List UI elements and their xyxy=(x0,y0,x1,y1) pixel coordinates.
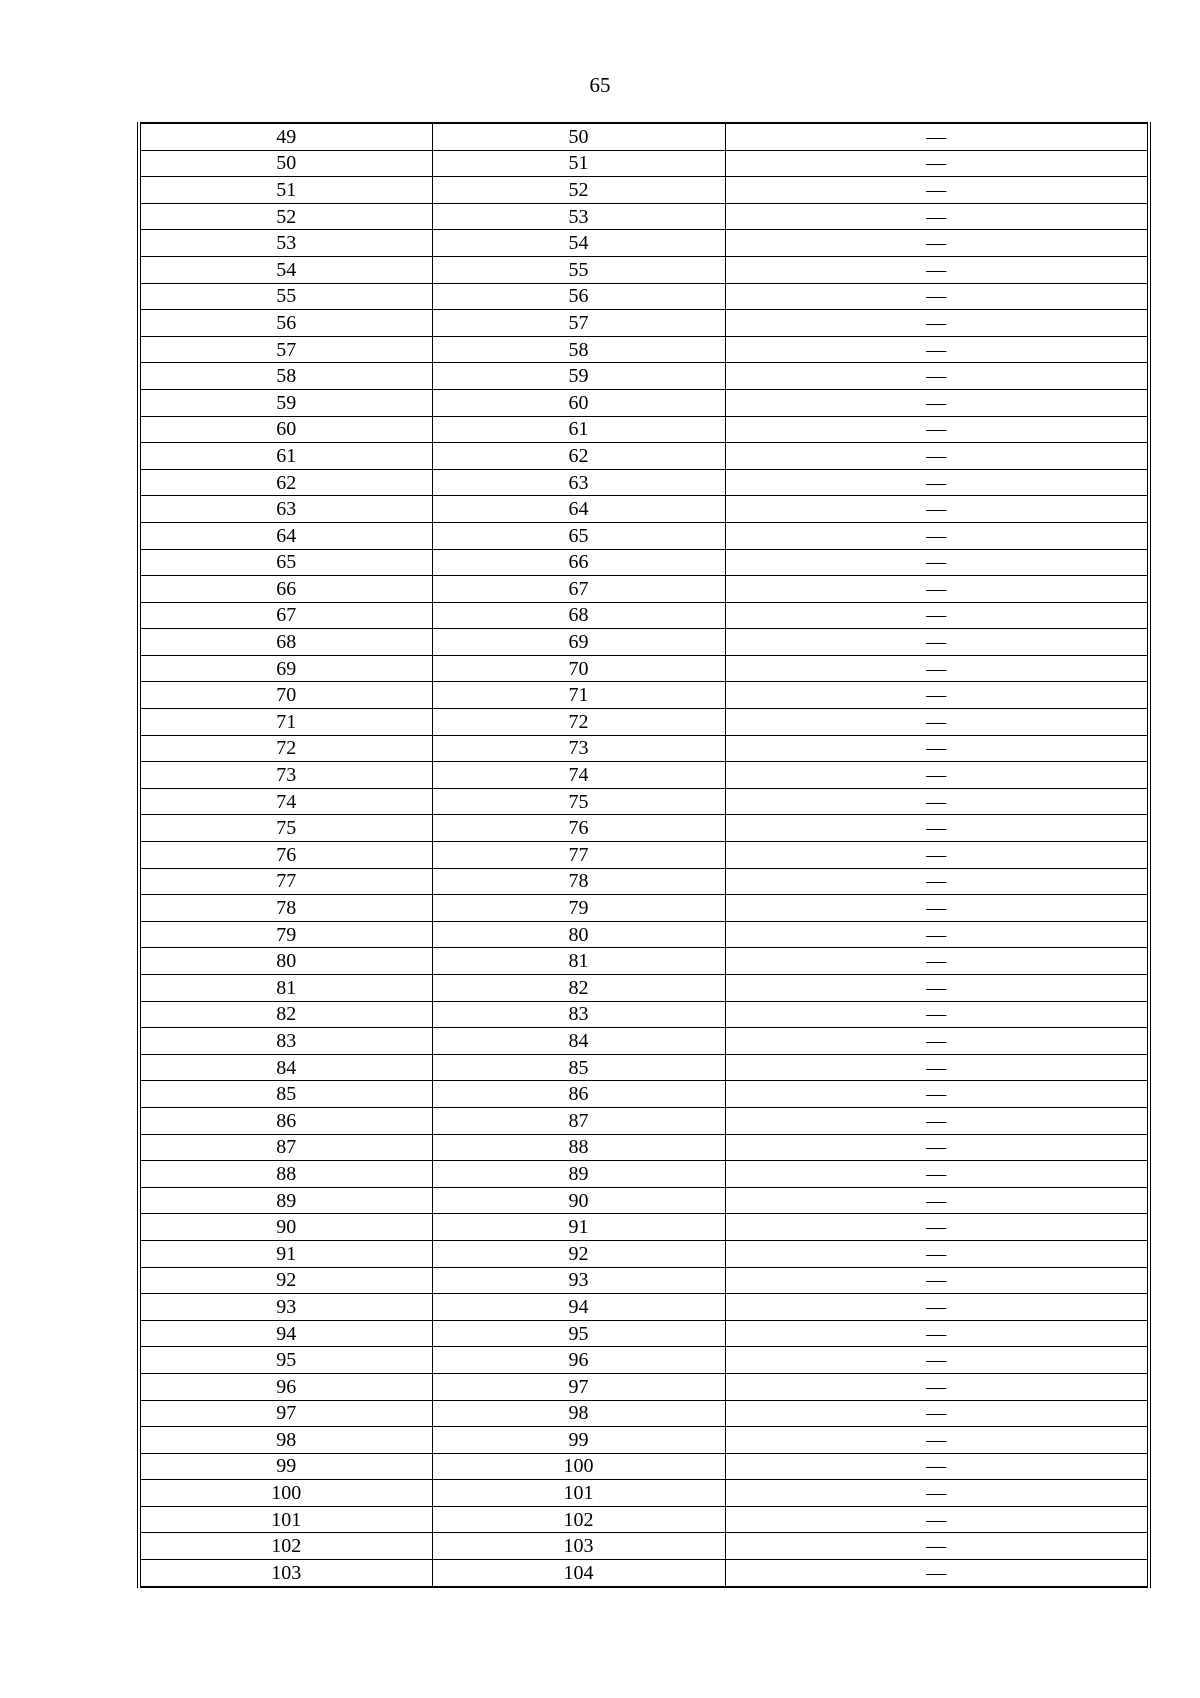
cell-col-1: 100 xyxy=(139,1480,432,1507)
table-row xyxy=(139,1347,1149,1374)
cell-col-1: 79 xyxy=(139,921,432,948)
cell-col-3: — xyxy=(725,921,1149,948)
table-row xyxy=(139,948,1149,975)
cell-col-1: 95 xyxy=(139,1347,432,1374)
cell-col-2: 100 xyxy=(432,1453,725,1480)
cell-col-2: 96 xyxy=(432,1347,725,1374)
cell-col-1: 80 xyxy=(139,948,432,975)
cell-col-2: 95 xyxy=(432,1320,725,1347)
table-row xyxy=(139,1506,1149,1533)
cell-col-3: — xyxy=(725,948,1149,975)
cell-col-2: 104 xyxy=(432,1560,725,1587)
cell-col-1: 89 xyxy=(139,1187,432,1214)
cell-col-2: 84 xyxy=(432,1028,725,1055)
table-row xyxy=(139,443,1149,470)
table-row xyxy=(139,735,1149,762)
cell-col-2: 80 xyxy=(432,921,725,948)
cell-col-1: 68 xyxy=(139,629,432,656)
cell-col-1: 103 xyxy=(139,1560,432,1587)
cell-col-2: 93 xyxy=(432,1267,725,1294)
table-row xyxy=(139,1400,1149,1427)
table-row xyxy=(139,522,1149,549)
table-row xyxy=(139,310,1149,337)
cell-col-1: 53 xyxy=(139,230,432,257)
cell-col-2: 56 xyxy=(432,283,725,310)
cell-col-2: 65 xyxy=(432,522,725,549)
cell-col-3: — xyxy=(725,1028,1149,1055)
cell-col-1: 54 xyxy=(139,256,432,283)
cell-col-3: — xyxy=(725,1134,1149,1161)
cell-col-3: — xyxy=(725,443,1149,470)
cell-col-1: 67 xyxy=(139,602,432,629)
table-row xyxy=(139,842,1149,869)
cell-col-2: 57 xyxy=(432,310,725,337)
table-row xyxy=(139,230,1149,257)
cell-col-2: 78 xyxy=(432,868,725,895)
cell-col-1: 70 xyxy=(139,682,432,709)
cell-col-1: 61 xyxy=(139,443,432,470)
cell-col-3: — xyxy=(725,1533,1149,1560)
cell-col-3: — xyxy=(725,629,1149,656)
cell-col-2: 66 xyxy=(432,549,725,576)
cell-col-1: 85 xyxy=(139,1081,432,1108)
table-row xyxy=(139,389,1149,416)
cell-col-2: 60 xyxy=(432,389,725,416)
cell-col-2: 94 xyxy=(432,1294,725,1321)
table-row xyxy=(139,1054,1149,1081)
cell-col-2: 79 xyxy=(432,895,725,922)
cell-col-3: — xyxy=(725,975,1149,1002)
cell-col-1: 60 xyxy=(139,416,432,443)
cell-col-3: — xyxy=(725,735,1149,762)
table-row xyxy=(139,1480,1149,1507)
cell-col-2: 72 xyxy=(432,709,725,736)
cell-col-3: — xyxy=(725,416,1149,443)
cell-col-2: 98 xyxy=(432,1400,725,1427)
cell-col-2: 82 xyxy=(432,975,725,1002)
cell-col-1: 76 xyxy=(139,842,432,869)
cell-col-1: 63 xyxy=(139,496,432,523)
cell-col-1: 83 xyxy=(139,1028,432,1055)
table-row xyxy=(139,469,1149,496)
cell-col-3: — xyxy=(725,1161,1149,1188)
cell-col-3: — xyxy=(725,1187,1149,1214)
cell-col-1: 96 xyxy=(139,1373,432,1400)
cell-col-1: 81 xyxy=(139,975,432,1002)
cell-col-1: 64 xyxy=(139,522,432,549)
cell-col-2: 76 xyxy=(432,815,725,842)
cell-col-3: — xyxy=(725,522,1149,549)
cell-col-3: — xyxy=(725,469,1149,496)
table-row xyxy=(139,655,1149,682)
table-row xyxy=(139,629,1149,656)
cell-col-1: 55 xyxy=(139,283,432,310)
table-row xyxy=(139,975,1149,1002)
cell-col-3: — xyxy=(725,1081,1149,1108)
cell-col-2: 74 xyxy=(432,762,725,789)
cell-col-3: — xyxy=(725,283,1149,310)
cell-col-3: — xyxy=(725,1294,1149,1321)
cell-col-3: — xyxy=(725,682,1149,709)
table-row xyxy=(139,1240,1149,1267)
cell-col-2: 67 xyxy=(432,576,725,603)
cell-col-1: 59 xyxy=(139,389,432,416)
cell-col-2: 62 xyxy=(432,443,725,470)
cell-col-1: 99 xyxy=(139,1453,432,1480)
cell-col-1: 98 xyxy=(139,1427,432,1454)
cell-col-2: 71 xyxy=(432,682,725,709)
table-row xyxy=(139,123,1149,150)
cell-col-3: — xyxy=(725,336,1149,363)
cell-col-1: 88 xyxy=(139,1161,432,1188)
cell-col-1: 87 xyxy=(139,1134,432,1161)
cell-col-3: — xyxy=(725,150,1149,177)
cell-col-3: — xyxy=(725,1107,1149,1134)
cell-col-3: — xyxy=(725,895,1149,922)
table-row xyxy=(139,1427,1149,1454)
cell-col-1: 90 xyxy=(139,1214,432,1241)
cell-col-1: 72 xyxy=(139,735,432,762)
cell-col-2: 70 xyxy=(432,655,725,682)
cell-col-2: 83 xyxy=(432,1001,725,1028)
cell-col-3: — xyxy=(725,1506,1149,1533)
cell-col-1: 84 xyxy=(139,1054,432,1081)
table-row xyxy=(139,1134,1149,1161)
cell-col-1: 50 xyxy=(139,150,432,177)
cell-col-3: — xyxy=(725,1001,1149,1028)
table-row xyxy=(139,1081,1149,1108)
table-row xyxy=(139,682,1149,709)
cell-col-3: — xyxy=(725,709,1149,736)
cell-col-2: 55 xyxy=(432,256,725,283)
table-row xyxy=(139,363,1149,390)
cell-col-3: — xyxy=(725,1480,1149,1507)
table-row xyxy=(139,788,1149,815)
table-row xyxy=(139,602,1149,629)
cell-col-2: 85 xyxy=(432,1054,725,1081)
cell-col-3: — xyxy=(725,177,1149,204)
table-row xyxy=(139,1028,1149,1055)
cell-col-2: 99 xyxy=(432,1427,725,1454)
cell-col-1: 74 xyxy=(139,788,432,815)
table-row xyxy=(139,868,1149,895)
table-row xyxy=(139,709,1149,736)
cell-col-3: — xyxy=(725,1054,1149,1081)
cell-col-2: 50 xyxy=(432,123,725,150)
cell-col-1: 49 xyxy=(139,123,432,150)
table-row xyxy=(139,895,1149,922)
table-row xyxy=(139,416,1149,443)
table-row xyxy=(139,762,1149,789)
cell-col-2: 87 xyxy=(432,1107,725,1134)
cell-col-1: 75 xyxy=(139,815,432,842)
cell-col-2: 58 xyxy=(432,336,725,363)
cell-col-3: — xyxy=(725,655,1149,682)
cell-col-3: — xyxy=(725,1267,1149,1294)
cell-col-3: — xyxy=(725,203,1149,230)
cell-col-1: 78 xyxy=(139,895,432,922)
cell-col-3: — xyxy=(725,762,1149,789)
cell-col-1: 56 xyxy=(139,310,432,337)
table-body xyxy=(139,123,1149,1587)
cell-col-2: 64 xyxy=(432,496,725,523)
cell-col-3: — xyxy=(725,1373,1149,1400)
cell-col-2: 53 xyxy=(432,203,725,230)
table-row xyxy=(139,549,1149,576)
cell-col-1: 101 xyxy=(139,1506,432,1533)
table-row xyxy=(139,1373,1149,1400)
cell-col-3: — xyxy=(725,389,1149,416)
data-table xyxy=(137,122,1151,1588)
cell-col-2: 69 xyxy=(432,629,725,656)
table-row xyxy=(139,336,1149,363)
table-row xyxy=(139,150,1149,177)
cell-col-3: — xyxy=(725,1347,1149,1374)
cell-col-1: 93 xyxy=(139,1294,432,1321)
cell-col-1: 86 xyxy=(139,1107,432,1134)
table-row xyxy=(139,256,1149,283)
table-row xyxy=(139,203,1149,230)
table-row xyxy=(139,1214,1149,1241)
cell-col-1: 102 xyxy=(139,1533,432,1560)
cell-col-3: — xyxy=(725,842,1149,869)
cell-col-2: 97 xyxy=(432,1373,725,1400)
cell-col-2: 102 xyxy=(432,1506,725,1533)
cell-col-2: 103 xyxy=(432,1533,725,1560)
page-number: 65 xyxy=(589,73,611,97)
table-row xyxy=(139,815,1149,842)
cell-col-2: 75 xyxy=(432,788,725,815)
cell-col-2: 88 xyxy=(432,1134,725,1161)
table-row xyxy=(139,1533,1149,1560)
cell-col-1: 92 xyxy=(139,1267,432,1294)
cell-col-2: 101 xyxy=(432,1480,725,1507)
cell-col-2: 51 xyxy=(432,150,725,177)
cell-col-3: — xyxy=(725,1400,1149,1427)
cell-col-1: 91 xyxy=(139,1240,432,1267)
cell-col-2: 90 xyxy=(432,1187,725,1214)
cell-col-2: 54 xyxy=(432,230,725,257)
cell-col-1: 69 xyxy=(139,655,432,682)
cell-col-2: 73 xyxy=(432,735,725,762)
cell-col-3: — xyxy=(725,363,1149,390)
cell-col-3: — xyxy=(725,1320,1149,1347)
cell-col-1: 65 xyxy=(139,549,432,576)
cell-col-1: 97 xyxy=(139,1400,432,1427)
cell-col-1: 66 xyxy=(139,576,432,603)
cell-col-2: 81 xyxy=(432,948,725,975)
cell-col-3: — xyxy=(725,123,1149,150)
table-row xyxy=(139,1001,1149,1028)
cell-col-2: 61 xyxy=(432,416,725,443)
cell-col-2: 86 xyxy=(432,1081,725,1108)
table-row xyxy=(139,1560,1149,1587)
cell-col-2: 68 xyxy=(432,602,725,629)
table-row xyxy=(139,283,1149,310)
cell-col-3: — xyxy=(725,1560,1149,1587)
cell-col-1: 52 xyxy=(139,203,432,230)
cell-col-1: 94 xyxy=(139,1320,432,1347)
cell-col-1: 57 xyxy=(139,336,432,363)
cell-col-3: — xyxy=(725,1214,1149,1241)
cell-col-1: 82 xyxy=(139,1001,432,1028)
table-row xyxy=(139,1453,1149,1480)
table-row xyxy=(139,1320,1149,1347)
cell-col-2: 59 xyxy=(432,363,725,390)
cell-col-2: 77 xyxy=(432,842,725,869)
cell-col-2: 89 xyxy=(432,1161,725,1188)
cell-col-2: 52 xyxy=(432,177,725,204)
cell-col-3: — xyxy=(725,549,1149,576)
table-row xyxy=(139,1161,1149,1188)
cell-col-3: — xyxy=(725,868,1149,895)
table-row xyxy=(139,1294,1149,1321)
cell-col-2: 91 xyxy=(432,1214,725,1241)
cell-col-3: — xyxy=(725,576,1149,603)
cell-col-3: — xyxy=(725,1240,1149,1267)
cell-col-3: — xyxy=(725,815,1149,842)
table-row xyxy=(139,1107,1149,1134)
table-row xyxy=(139,576,1149,603)
cell-col-1: 58 xyxy=(139,363,432,390)
cell-col-1: 71 xyxy=(139,709,432,736)
cell-col-3: — xyxy=(725,788,1149,815)
cell-col-2: 92 xyxy=(432,1240,725,1267)
table-row xyxy=(139,921,1149,948)
cell-col-1: 77 xyxy=(139,868,432,895)
table-row xyxy=(139,1187,1149,1214)
cell-col-3: — xyxy=(725,310,1149,337)
cell-col-3: — xyxy=(725,230,1149,257)
cell-col-1: 73 xyxy=(139,762,432,789)
table-row xyxy=(139,496,1149,523)
table-row xyxy=(139,1267,1149,1294)
table-row xyxy=(139,177,1149,204)
cell-col-3: — xyxy=(725,602,1149,629)
cell-col-3: — xyxy=(725,1427,1149,1454)
cell-col-3: — xyxy=(725,256,1149,283)
cell-col-1: 51 xyxy=(139,177,432,204)
cell-col-3: — xyxy=(725,1453,1149,1480)
cell-col-2: 63 xyxy=(432,469,725,496)
cell-col-1: 62 xyxy=(139,469,432,496)
cell-col-3: — xyxy=(725,496,1149,523)
